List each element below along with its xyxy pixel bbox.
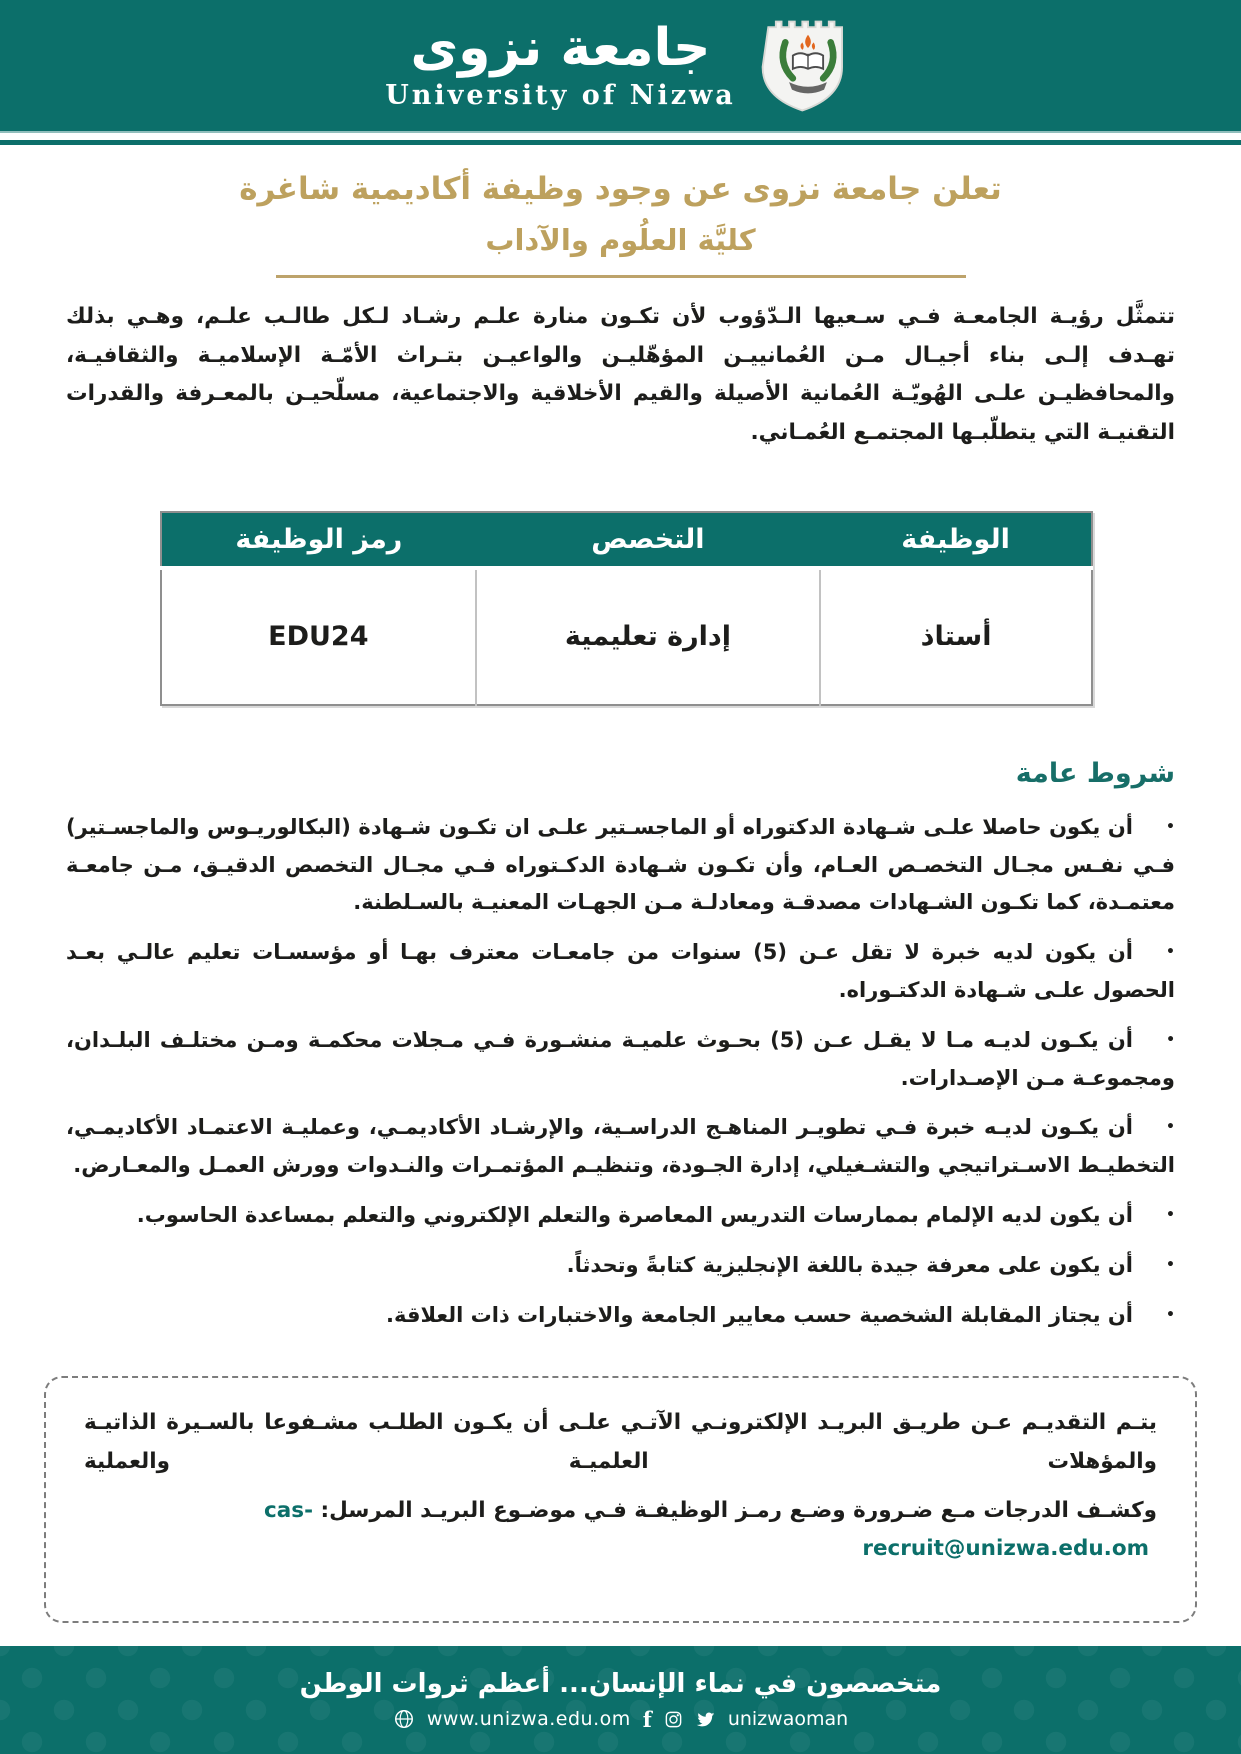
- university-name-arabic: جامعة نزوى: [410, 18, 711, 79]
- column-header-job-code: رمز الوظيفة: [161, 512, 476, 568]
- university-vision-paragraph: تتمثَّل رؤيـة الجامعـة فـي سـعيها الـدّؤوب لأن تكـون منارة علـم رشـاد لـكل طالـب علـم، وهـي بذلك تهـدف إلـى بناء أجيـال مـن العُمانييـن المؤهّليـن والواعيـن بتـراث الأمّـة الإسلاميـة والثقافيـة، والمحافظيـن علـى الهُويّـة العُمانية الأصيلة والقيم الأخلاقية والاجتماعية، مسلّحيـن بالمعـرفة والقدرات التقنيـة التي يتطلّبـها المجتمـع العُمـاني.: [66, 304, 1175, 446]
- application-instruction-line2-text: وكشـف الدرجات مـع ضـرورة وضـع رمـز الوظيفـة فـي موضـوع البريـد المرسل:: [320, 1497, 1157, 1523]
- column-header-specialization: التخصص: [476, 512, 820, 568]
- university-wordmark: [385, 20, 736, 110]
- application-email-link[interactable]: cas-recruit@unizwa.edu.om: [264, 1497, 1149, 1562]
- vacancy-table-wrap: [160, 511, 1093, 706]
- application-instruction-line2: [84, 1492, 1157, 1569]
- cell-specialization: إدارة تعليمية: [476, 568, 820, 705]
- footer-slogan-calligraphy: متخصصون في نماء الإنسان... أعظم ثروات الوطن: [299, 1668, 942, 1699]
- header-band: [0, 0, 1241, 133]
- college-subtitle: كليَّة العلُوم والآداب: [485, 223, 756, 257]
- job-code-value: EDU24: [268, 621, 369, 653]
- announcement-title-block: [0, 171, 1241, 278]
- header-divider-gap: [0, 133, 1241, 140]
- university-brand: [385, 14, 856, 118]
- condition-item: • أن يكون حاصلا علـى شـهادة الدكتوراه أو الماجسـتير علـى ان تكـون شـهادة (البكالوريـوس والماجسـتير) فـي نفـس مجـال التخصـص العـام، وأن تكـون شـهادة الدكـتوراه فـي مجـال التخصص الدقيـق، مـن جامعـة معتمـدة، كما تكـون الشـهادات مصدقـة ومعادلـة مـن الجهـات المعنيـة بالسـلطنة.: [66, 809, 1175, 922]
- vacancy-table: [160, 511, 1093, 706]
- vacancy-table-header-row: [161, 512, 1092, 568]
- university-crest-logo: [760, 14, 856, 118]
- university-name-english: University of Nizwa: [385, 79, 736, 111]
- condition-item: • أن يكون لديه خبرة لا تقل عـن (5) سنوات من جامعـات معترف بهـا أو مؤسسـات تعليم عالـي بعـد الحصول علـى شـهادة الدكتـوراه.: [66, 934, 1175, 1010]
- globe-icon: [393, 1708, 415, 1730]
- application-instructions-box: [44, 1376, 1197, 1623]
- title-underline: [276, 275, 966, 278]
- general-conditions-list: [66, 809, 1175, 1335]
- condition-item: • أن يكون على معرفة جيدة باللغة الإنجليزية كتابةً وتحدثاً.: [66, 1247, 1175, 1285]
- instagram-icon: [664, 1710, 683, 1729]
- facebook-icon: f: [642, 1706, 652, 1732]
- cell-job-code: [161, 568, 476, 705]
- footer-social-handle: unizwaoman: [727, 1708, 849, 1730]
- condition-item: • أن يكـون لديـه مـا لا يقـل عـن (5) بحـوث علميـة منشـورة فـي مـجلات محكمـة ومـن مختلـف البلـدان، ومجموعـة مـن الإصـدارات.: [66, 1022, 1175, 1098]
- column-header-position: الوظيفة: [820, 512, 1092, 568]
- footer-links-row: [393, 1707, 848, 1732]
- announcement-title: تعلن جامعة نزوى عن وجود وظيفة أكاديمية شاغرة: [239, 171, 1002, 207]
- condition-item: • أن يجتاز المقابلة الشخصية حسب معايير الجامعة والاختبارات ذات العلاقة.: [66, 1297, 1175, 1335]
- vacancy-table-row: [161, 568, 1092, 705]
- condition-item: • أن يكـون لديـه خبرة فـي تطويـر المناهـج الدراسـية، والإرشـاد الأكاديمـي، وعمليـة الاعتمـاد الأكاديمـي، التخطيـط الاسـتراتيجي والتشـغيلي، إدارة الجـودة، وتنظيـم المؤتمـرات والنـدوات وورش العمـل والمعـارض.: [66, 1109, 1175, 1185]
- application-instruction-line1: يتـم التقديـم عـن طريـق البريـد الإلكترونـي الآتـي علـى أن يكـون الطلـب مشـفوعا بالسـيرة الذاتيـة والمؤهلات العلميـة والعملية: [84, 1410, 1157, 1474]
- general-conditions-heading: شروط عامة: [1015, 757, 1175, 789]
- cell-position: أستاذ: [820, 568, 1092, 705]
- footer-website: www.unizwa.edu.om: [426, 1708, 631, 1730]
- condition-item: • أن يكون لديه الإلمام بممارسات التدريس المعاصرة والتعلم الإلكتروني والتعلم بمساعدة الحاسوب.: [66, 1197, 1175, 1235]
- header-divider-rule: [0, 140, 1241, 145]
- footer-band: [0, 1646, 1241, 1754]
- twitter-icon: [695, 1709, 716, 1730]
